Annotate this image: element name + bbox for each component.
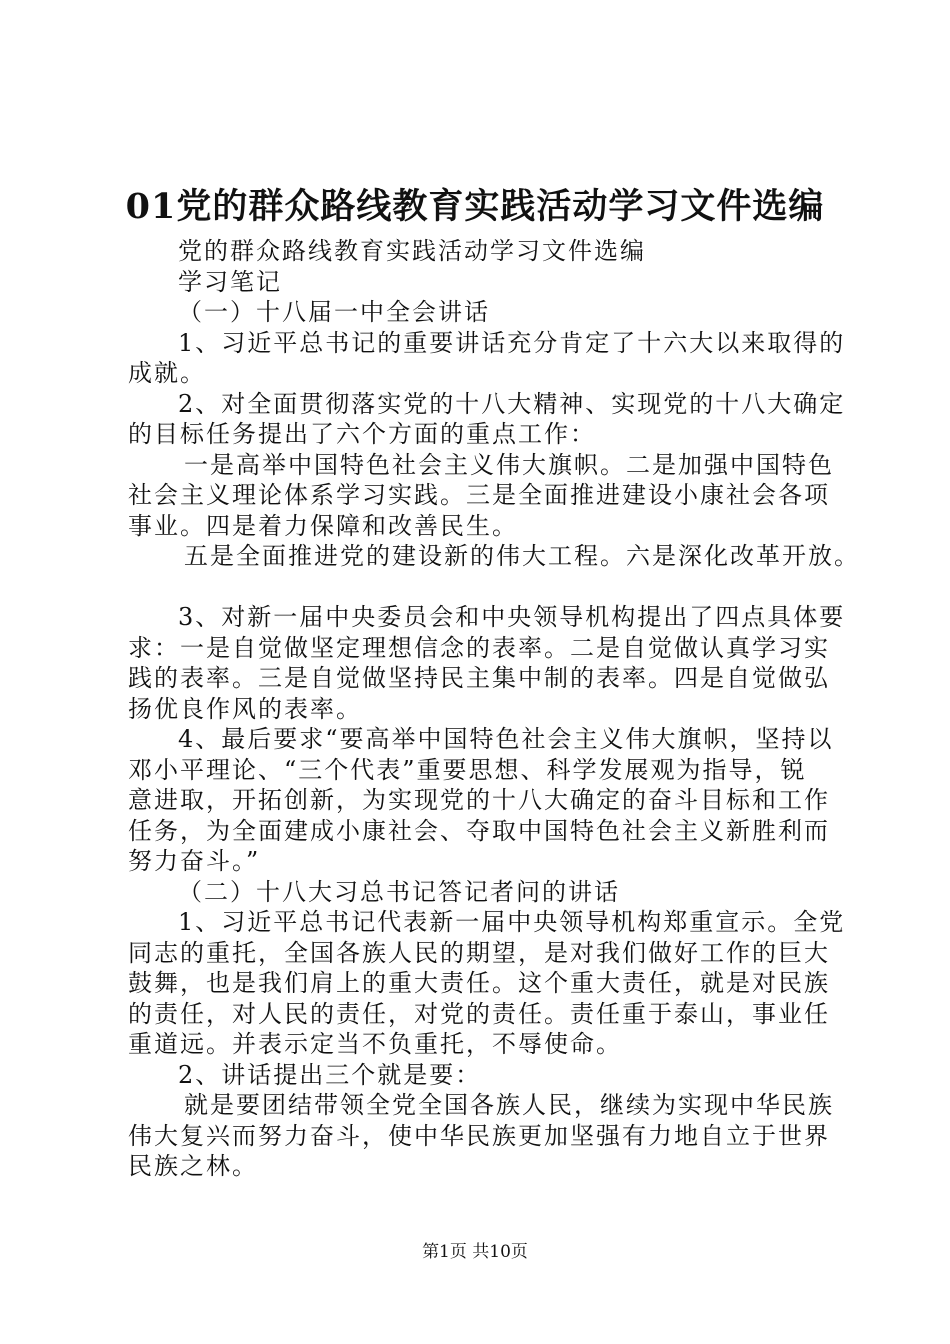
text-line: 努力奋斗。”	[128, 847, 261, 875]
text-line: 求：一是自觉做坚定理想信念的表率。二是自觉做认真学习实	[128, 633, 830, 662]
text-line: 4、最后要求“要高举中国特色社会主义伟大旗帜，坚持以	[178, 725, 834, 753]
text-line: 践的表率。三是自觉做坚持民主集中制的表率。四是自觉做弘	[128, 664, 830, 692]
text-line: 伟大复兴而努力奋斗，使中华民族更加坚强有力地自立于世界	[128, 1121, 830, 1150]
text-line: 的目标任务提出了六个方面的重点工作：	[128, 420, 596, 448]
text-line: （二）十八大习总书记答记者问的讲话	[178, 877, 620, 906]
text-line: 民族之林。	[128, 1152, 258, 1180]
text-line: 就是要团结带领全党全国各族人民，继续为实现中华民族	[184, 1091, 834, 1119]
text-line: 3、对新一届中央委员会和中央领导机构提出了四点具体要	[178, 603, 846, 631]
text-line: 社会主义理论体系学习实践。三是全面推进建设小康社会各项	[128, 481, 830, 509]
page-footer: 第1页 共10页	[422, 1242, 528, 1262]
text-line: 一是高举中国特色社会主义伟大旗帜。二是加强中国特色	[184, 450, 834, 479]
text-line: 重道远。并表示定当不负重托，不辱使命。	[128, 1030, 622, 1058]
document-body	[128, 236, 860, 1182]
text-line: 鼓舞，也是我们肩上的重大责任。这个重大责任，就是对民族	[128, 969, 830, 997]
text-line: 意进取，开拓创新，为实现党的十八大确定的奋斗目标和工作	[128, 786, 830, 814]
text-line: 学习笔记	[178, 267, 282, 296]
text-line: 1、习近平总书记代表新一届中央领导机构郑重宣示。全党	[178, 908, 846, 936]
text-line: 五是全面推进党的建设新的伟大工程。六是深化改革开放。	[184, 542, 860, 570]
text-line: 成就。	[128, 359, 206, 387]
text-line: 事业。四是着力保障和改善民生。	[128, 511, 518, 540]
text-line: 党的群众路线教育实践活动学习文件选编	[178, 237, 646, 265]
text-line: 同志的重托，全国各族人民的期望，是对我们做好工作的巨大	[128, 938, 830, 967]
text-line: 2、讲话提出三个就是要：	[178, 1060, 482, 1089]
text-line: 2、对全面贯彻落实党的十八大精神、实现党的十八大确定	[178, 389, 846, 418]
text-line: 任务，为全面建成小康社会、夺取中国特色社会主义新胜利而	[128, 816, 830, 845]
text-line: 的责任，对人民的责任，对党的责任。责任重于泰山，事业任	[128, 999, 830, 1028]
text-line: 邓小平理论、“三个代表”重要思想、科学发展观为指导，锐	[128, 755, 807, 784]
text-line: （一）十八届一中全会讲话	[178, 298, 490, 326]
text-line: 扬优良作风的表率。	[128, 694, 362, 723]
text-line: 1、习近平总书记的重要讲话充分肯定了十六大以来取得的	[178, 328, 846, 357]
document-title: 01党的群众路线教育实践活动学习文件选编	[125, 186, 825, 227]
blank-line	[128, 572, 836, 603]
